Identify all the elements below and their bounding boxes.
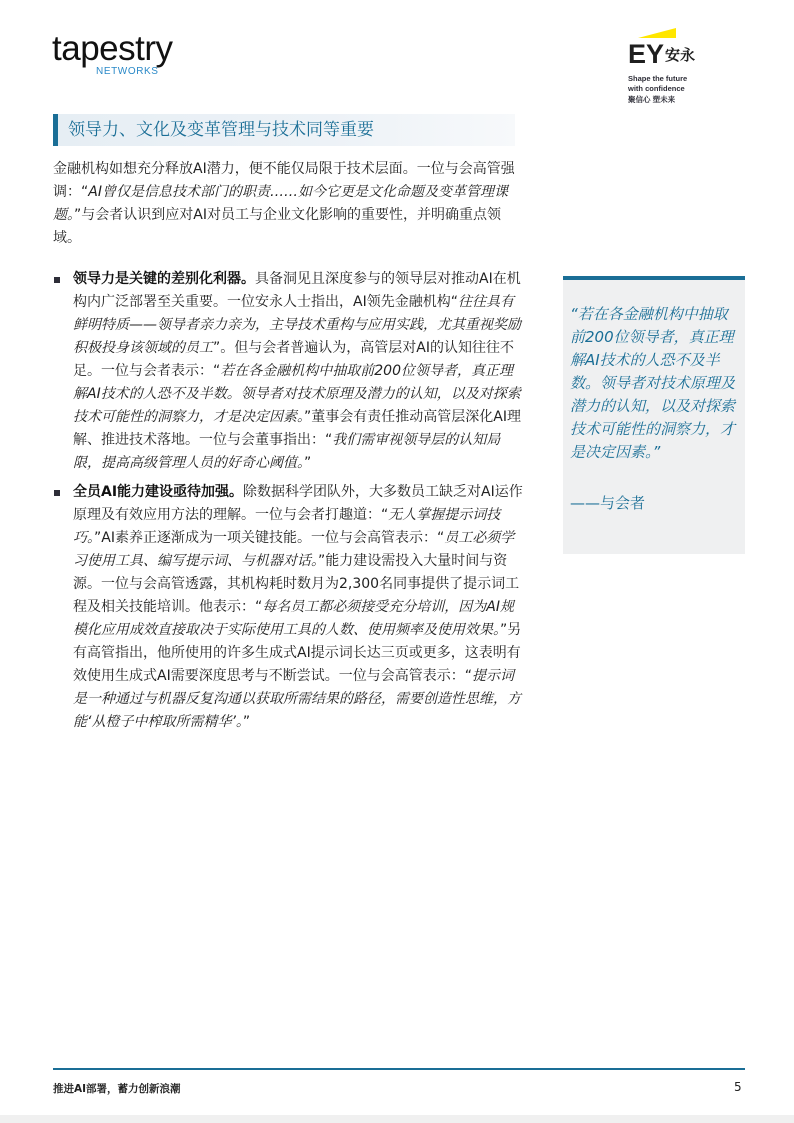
pull-quote-rule [563, 276, 745, 280]
bullet-text: 除数据科学团队外，大多数员工缺乏对AI运作原理及有效应用方法的理解。一位与会者打趣道：“ [73, 484, 523, 523]
bullet-lead: 领导力是关键的差别化利器。 [73, 271, 255, 287]
bullet-quote: 往往具有鲜明特质——领导者亲力亲为，主导技术重构与应用实践，尤其重视奖励积极投身该领域的员工 [73, 294, 521, 356]
bullet-text: ”另有高管指出，他所使用的许多生成式AI提示词长达三页或更多，这表明有效使用生成式AI需要深度思考与不断尝试。一位与会高管表示：“ [73, 622, 522, 684]
bullet-quote: 每名员工都必须接受充分培训，因为AI规模化应用成效直接取决于实际使用工具的人数、使用频率及使用效果。 [73, 599, 514, 638]
ey-beam-icon [638, 28, 676, 38]
intro-quote: AI曾仅是信息技术部门的职责……如今它更是文化命题及变革管理课题。 [53, 184, 508, 223]
bullet-quote: 提示词是一种通过与机器反复沟通以获取所需结果的路径，需要创造性思维，方能‘从橙子中榨取所需精华’。 [73, 668, 521, 730]
bullet-text: ” [304, 455, 312, 471]
bullet-text: ”AI素养正逐渐成为一项关键技能。一位与会高管表示：“ [94, 530, 445, 546]
bullet-quote: 无人掌握提示词技巧。 [73, 507, 501, 546]
intro-text-2: ”与会者认识到应对AI对员工与企业文化影响的重要性，并明确重点领域。 [53, 207, 501, 246]
ey-tagline-1: Shape the future [628, 74, 688, 83]
ey-tagline-3: 聚信心 塑未来 [628, 95, 676, 104]
intro-paragraph [53, 158, 520, 250]
bullet-text: ” [242, 714, 251, 730]
ey-tagline-2: with confidence [628, 84, 685, 93]
section-heading [53, 114, 515, 146]
footer-title: 推进AI部署，蓄力创新浪潮 [53, 1083, 181, 1095]
bullet-text: ”能力建设需投入大量时间与资源。一位与会高管透露，其机构耗时数月为2,300名同事提供了提示词工程及相关技能培训。他表示：“ [73, 553, 520, 615]
bullet-quote: 若在各金融机构中抽取前200位领导者，真正理解AI技术的人恐不及半数。领导者对技术原理及潜力的认知，以及对探索技术可能性的洞察力，才是决定因素。 [73, 363, 521, 425]
pull-quote-attribution: ——与会者 [570, 494, 646, 512]
bullet-square-icon [54, 490, 60, 496]
bullet-square-icon [54, 277, 60, 283]
section-title: 领导力、文化及变革管理与技术同等重要 [68, 120, 374, 140]
ey-logo-cn: 安永 [665, 47, 696, 64]
bullet-quote: 我们需审视领导层的认知局限，提高高级管理人员的好奇心阈值。 [73, 432, 501, 471]
section-accent-bar [53, 114, 58, 146]
pull-quote-text: “若在各金融机构中抽取前200位领导者，真正理解AI技术的人恐不及半数。领导者对技术原理及潜力的认知，以及对探索技术可能性的洞察力，才是决定因素。” [570, 305, 736, 461]
tapestry-networks-logo [52, 30, 192, 80]
intro-text-1: 金融机构如想充分释放AI潜力，便不能仅局限于技术层面。一位与会高管强调：“ [53, 161, 515, 200]
tapestry-logo-word: tapestry [52, 29, 173, 68]
tapestry-logo-sub: NETWORKS [96, 66, 159, 77]
bullet-quote: 员工必须学习使用工具、编写提示词、与机器对话。 [73, 530, 515, 569]
page-number: 5 [734, 1080, 742, 1094]
ey-logo-letters: EY [628, 39, 665, 69]
bullet-lead: 全员AI能力建设亟待加强。 [73, 484, 244, 500]
ey-logo [628, 24, 748, 104]
bullet-ai-capability [53, 481, 523, 734]
bullet-text: ”董事会有责任推动高管层深化AI理解、推进技术落地。一位与会董事指出：“ [73, 409, 521, 448]
ey-logo-mark [628, 40, 695, 70]
page-bottom-band [0, 1115, 794, 1123]
pull-quote-box [563, 276, 745, 554]
bullet-text: 具备洞见且深度参与的领导层对推动AI在机构内广泛部署至关重要。一位安永人士指出，AI领先金融机构“ [73, 271, 521, 310]
bullet-text: ”。但与会者普遍认为，高管层对AI的认知往往不足。一位与会者表示：“ [73, 340, 514, 379]
footer-divider [53, 1068, 745, 1070]
bullet-leadership [53, 268, 523, 475]
bullet-list [53, 268, 523, 740]
